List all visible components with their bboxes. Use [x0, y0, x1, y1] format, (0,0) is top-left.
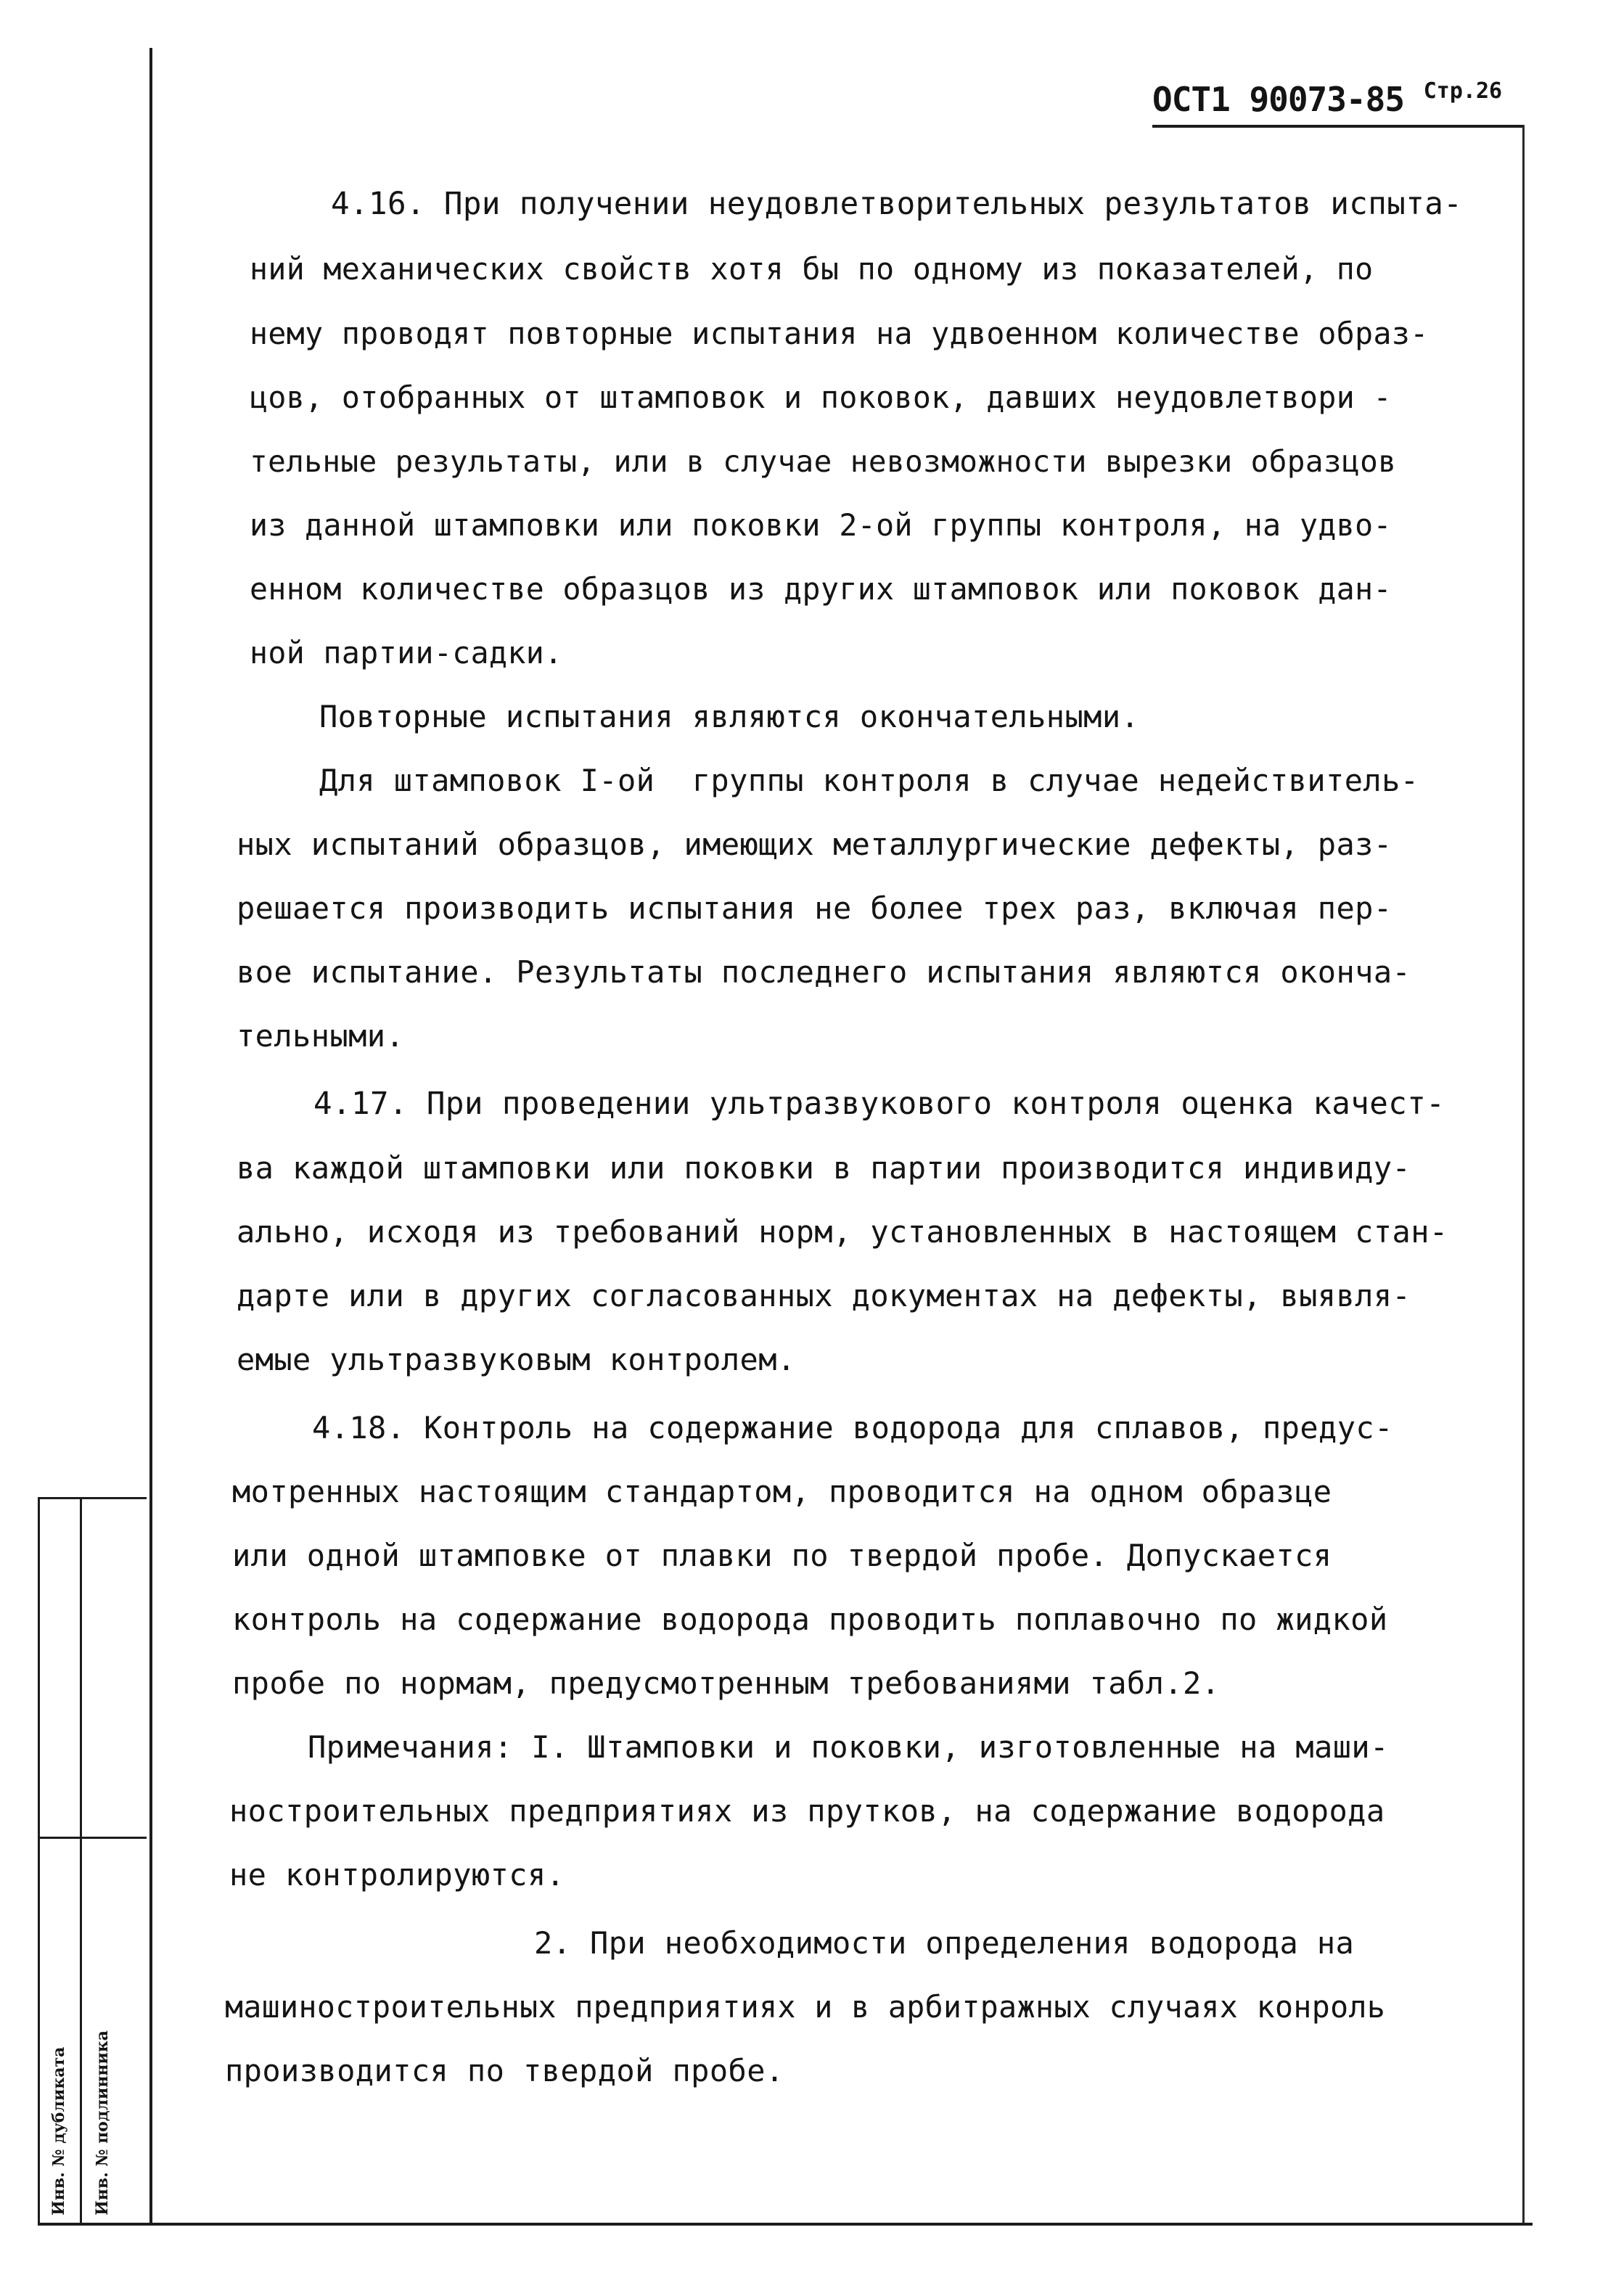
text-line: 4.18. Контроль на содержание водорода для сплавов, предус- — [312, 1410, 1393, 1446]
text-line: енном количестве образцов из других штамповок или поковок дан- — [250, 571, 1392, 607]
text-line: нему проводят повторные испытания на удвоенном количестве образ- — [250, 316, 1429, 351]
stamp-column-line — [38, 1497, 40, 2223]
original-inventory-label: Инв. № подлинника — [93, 2030, 112, 2215]
text-line: емые ультразвуковым контролем. — [237, 1342, 796, 1377]
text-line: ва каждой штамповки или поковки в партии производится индивиду- — [237, 1150, 1411, 1186]
text-line: не контролируются. — [229, 1857, 565, 1893]
text-line: Для штамповок I-ой группы контроля в случае недействитель- — [319, 763, 1419, 798]
text-line: производится по твердой пробе. — [225, 2053, 784, 2088]
stamp-column-line — [80, 1497, 82, 2223]
text-line: цов, отобранных от штамповок и поковок, давших неудовлетвори - — [250, 380, 1392, 415]
text-line: Повторные испытания являются окончательными. — [319, 699, 1140, 734]
text-line: 4.16. При получении неудовлетворительных результатов испыта- — [331, 186, 1463, 222]
text-line: ных испытаний образцов, имеющих металлургические дефекты, раз- — [237, 827, 1392, 862]
doc-code: ОСТ1 90073-85 — [1152, 80, 1405, 119]
text-line: вое испытание. Результаты последнего испытания являются оконча- — [237, 954, 1411, 990]
text-line: ностроительных предприятиях из прутков, на содержание водорода — [229, 1793, 1385, 1829]
text-line: тельными. — [237, 1018, 405, 1054]
text-line: решается производить испытания не более трех раз, включая пер- — [237, 890, 1392, 926]
page-header — [1152, 78, 1515, 129]
text-line: тельные результаты, или в случае невозможности вырезки образцов — [250, 444, 1397, 479]
page-number: Стр.26 — [1423, 78, 1503, 104]
text-line: машиностроительных предприятиях и в арбитражных случаях конроль — [225, 1989, 1386, 2025]
text-line: дарте или в других согласованных документах на дефекты, выявля- — [237, 1278, 1411, 1313]
frame-left-border — [149, 48, 152, 2225]
text-line: ной партии-садки. — [250, 635, 563, 671]
header-underline — [1152, 125, 1522, 128]
inventory-stamp — [38, 1497, 147, 2223]
frame-bottom-border — [38, 2223, 1533, 2226]
stamp-top-line — [38, 1497, 147, 1499]
text-line: 2. При необходимости определения водорода на — [534, 1925, 1355, 1961]
text-line: Примечания: I. Штамповки и поковки, изготовленные на маши- — [308, 1729, 1389, 1765]
duplicate-inventory-label: Инв. № дубликата — [49, 2046, 68, 2215]
stamp-divider-line — [38, 1837, 147, 1839]
text-line: из данной штамповки или поковки 2-ой группы контроля, на удво- — [250, 507, 1392, 543]
text-line: ально, исходя из требований норм, установленных в настоящем стан- — [237, 1214, 1448, 1250]
text-line: 4.17. При проведении ультразвукового контроля оценка качест- — [313, 1086, 1445, 1122]
header-text — [1152, 78, 1502, 119]
text-line: контроль на содержание водорода проводить поплавочно по жидкой — [232, 1602, 1388, 1637]
text-line: или одной штамповке от плавки по твердой пробе. Допускается — [232, 1538, 1332, 1573]
text-line: пробе по нормам, предусмотренным требованиями табл.2. — [232, 1665, 1221, 1701]
text-line: ний механических свойств хотя бы по одному из показателей, по — [250, 251, 1374, 287]
text-line: мотренных настоящим стандартом, проводится на одном образце — [232, 1474, 1332, 1509]
frame-right-border — [1522, 125, 1525, 2226]
